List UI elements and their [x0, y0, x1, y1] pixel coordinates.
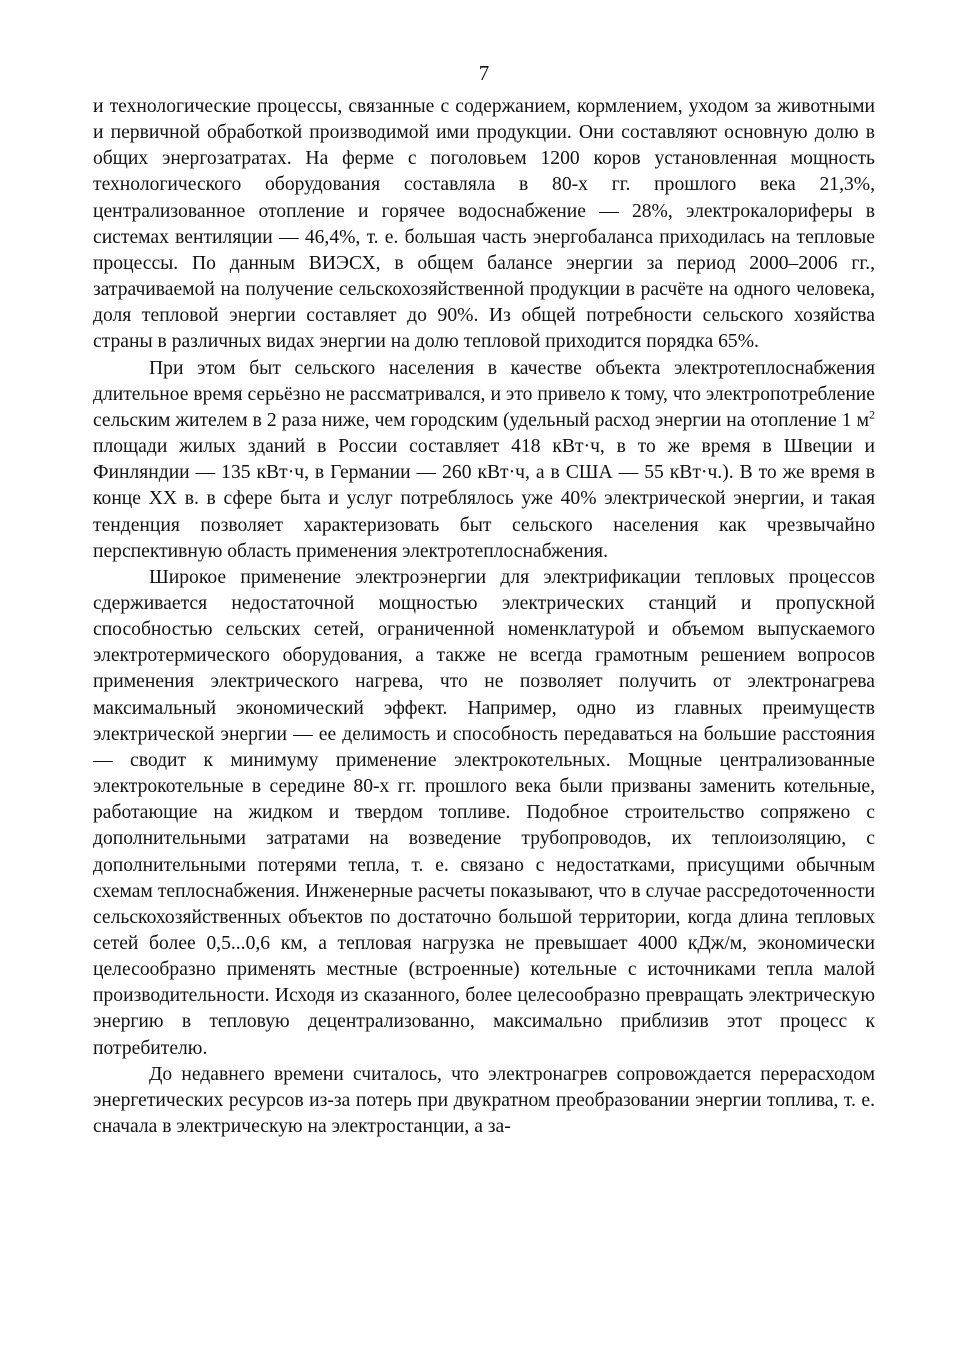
paragraph-2-text-before: При этом быт сельского населения в качестве объекта электротеплоснабжения длительное время серьёзно не рассматривался, и это привело к тому, что электропотребление сельским жителем в 2 раза ниже, чем городским (удельный расход энергии на отопление 1 м — [93, 357, 875, 431]
paragraph-2 — [93, 356, 875, 565]
paragraph-1: и технологические процессы, связанные с содержанием, кормлением, уходом за животными и первичной обработкой производимой ими продукции. Они составляют основную долю в общих энергозатратах. На ферме с поголовьем 1200 коров установленная мощность технологического оборудования составляла в 80-х гг. прошлого века 21,3%, централизованное отопление и горячее водоснабжение — 28%, электрокалориферы в системах вентиляции — 46,4%, т. е. большая часть энергобаланса приходилась на тепловые процессы. По данным ВИЭСХ, в общем балансе энергии за период 2000–2006 гг., затрачиваемой на получение сельскохозяйственной продукции в расчёте на одного человека, доля тепловой энергии составляет до 90%. Из общей потребности сельского хозяйства страны в различных видах энергии на долю тепловой приходится порядка 65%. — [93, 96, 875, 353]
page-number: 7 — [478, 61, 490, 85]
paragraph-4: До недавнего времени считалось, что электронагрев сопровождается перерасходом энергетических ресурсов из-за потерь при двукратном преобразовании энергии топлива, т. е. сначала в электрическую на электростанции, а за- — [93, 1063, 875, 1138]
paragraph-3: Широкое применение электроэнергии для электрификации тепловых процессов сдерживается недостаточной мощностью электрических станций и пропускной способностью сельских сетей, ограниченной номенклатурой и объемом выпускаемого электротермического оборудования, а также не всегда грамотным решением вопросов применения электрического нагрева, что не позволяет получить от электронагрева максимальный экономический эффект. Например, одно из главных преимуществ электрической энергии — ее делимость и способность передаваться на большие расстояния — сводит к минимуму применение электрокотельных. Мощные централизованные электрокотельные в середине 80-х гг. прошлого века были призваны заменить котельные, работающие на жидком и твердом топливе. Подобное строительство сопряжено с дополнительными затратами на возведение трубопроводов, их теплоизоляцию, с дополнительными потерями тепла, т. е. связано с недостатками, присущими обычным схемам теплоснабжения. Инженерные расчеты показывают, что в случае рассредоточенности сельскохозяйственных объектов по достаточно большой территории, когда длина тепловых сетей более 0,5...0,6 км, а тепловая нагрузка не превышает 4000 кДж/м, экономически целесообразно применять местные (встроенные) котельные с источниками тепла малой производительности. Исходя из сказанного, более целесообразно превращать электрическую энергию в тепловую децентрализованно, максимально приблизив этот процесс к потребителю. — [93, 566, 875, 1059]
superscript-square: 2 — [869, 407, 875, 422]
body-text — [93, 94, 875, 1140]
paragraph-2-text-after: площади жилых зданий в России составляет 418 кВт·ч, в то же время в Швеции и Финляндии — 135 кВт·ч, в Германии — 260 кВт·ч, а в США — 55 кВт·ч.). В то же время в конце XX в. в сфере быта и услуг потреблялось уже 40% электрической энергии, и такая тенденция позволяет характеризовать быт сельского населения как чрезвычайно перспективную область применения электротеплоснабжения. — [93, 436, 875, 562]
